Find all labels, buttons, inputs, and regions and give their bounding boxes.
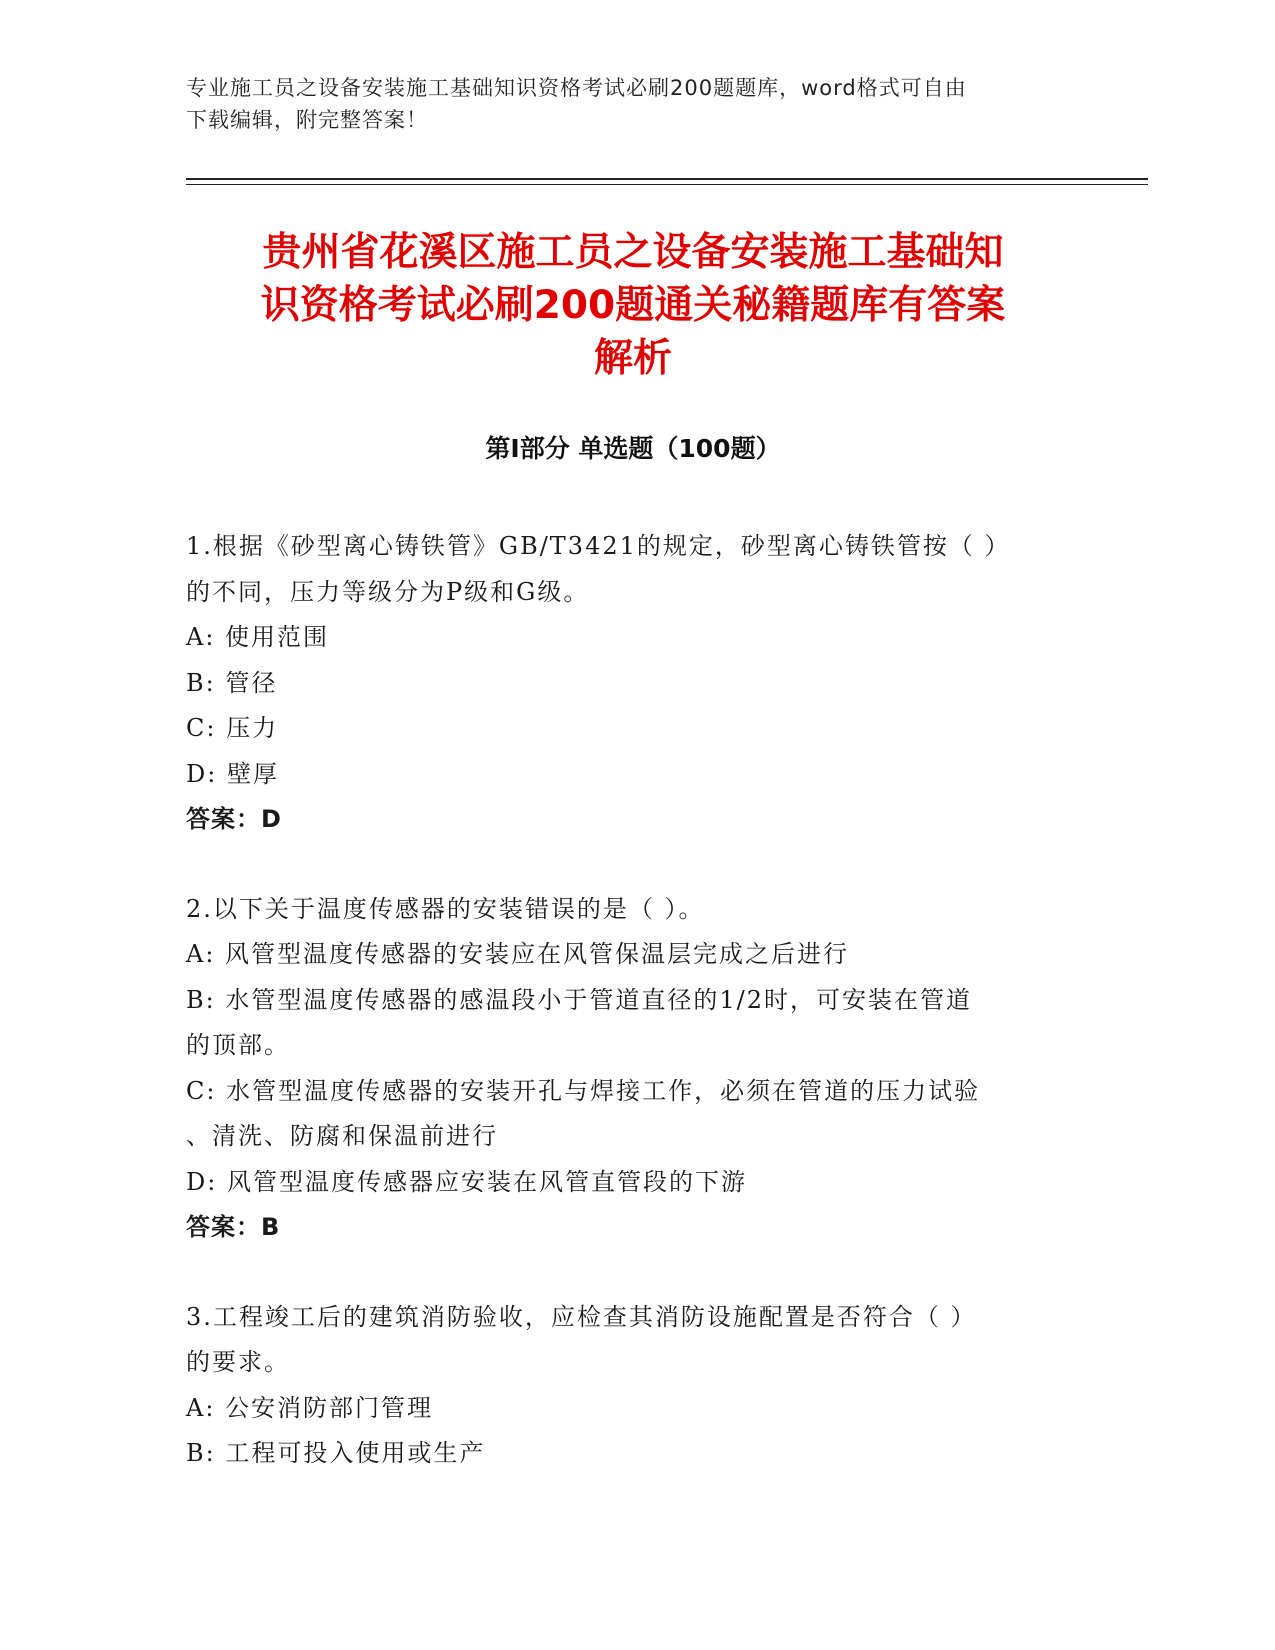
- title-line-1: 贵州省花溪区施工员之设备安装施工基础知: [262, 230, 1004, 275]
- option-b: B: 管径: [186, 668, 278, 697]
- option-b: B: 水管型温度传感器的感温段小于管道直径的1/2时，可安装在管道: [186, 985, 972, 1014]
- header-note-line-1: 专业施工员之设备安装施工基础知识资格考试必刷200题题库，word格式可自由: [186, 76, 967, 100]
- section-heading: 第I部分 单选题（100题）: [485, 434, 781, 463]
- question-3: [186, 1295, 1076, 1477]
- header-rule-thin: [186, 184, 1148, 185]
- question-2: [186, 887, 1076, 1251]
- answer: 答案：D: [186, 805, 282, 833]
- option-d: D: 壁厚: [186, 759, 279, 788]
- option-d: D: 风管型温度传感器应安装在风管直管段的下游: [186, 1167, 747, 1196]
- question-stem: 的不同，压力等级分为P级和G级。: [186, 577, 590, 606]
- answer: 答案：B: [186, 1213, 281, 1241]
- title-line-2: 识资格考试必刷200题通关秘籍题库有答案: [260, 283, 1006, 328]
- option-c: C: 压力: [186, 714, 279, 742]
- title-line-3: 解析: [593, 336, 672, 381]
- option-a: A: 风管型温度传感器的安装应在风管保温层完成之后进行: [186, 940, 850, 968]
- header-rule-thick: [186, 178, 1148, 180]
- option-b-continued: 的顶部。: [186, 1031, 290, 1059]
- option-a: A: 使用范围: [186, 623, 330, 651]
- question-1: [186, 524, 1076, 843]
- question-stem: 3.工程竣工后的建筑消防验收，应检查其消防设施配置是否符合（ ）: [186, 1302, 977, 1331]
- header-note: [186, 72, 1066, 136]
- question-stem: 2.以下关于温度传感器的安装错误的是（ ）。: [186, 894, 705, 923]
- option-b: B: 工程可投入使用或生产: [186, 1439, 486, 1467]
- document-title: [186, 226, 1080, 385]
- header-note-line-2: 下载编辑，附完整答案！: [186, 108, 428, 132]
- question-stem: 1.根据《砂型离心铸铁管》GB/T3421的规定，砂型离心铸铁管按（ ）: [186, 532, 1011, 560]
- question-list: [186, 524, 1076, 1521]
- option-c: C: 水管型温度传感器的安装开孔与焊接工作，必须在管道的压力试验: [186, 1076, 981, 1105]
- option-c-continued: 、清洗、防腐和保温前进行: [186, 1122, 498, 1150]
- option-a: A: 公安消防部门管理: [186, 1393, 434, 1422]
- question-stem: 的要求。: [186, 1348, 290, 1376]
